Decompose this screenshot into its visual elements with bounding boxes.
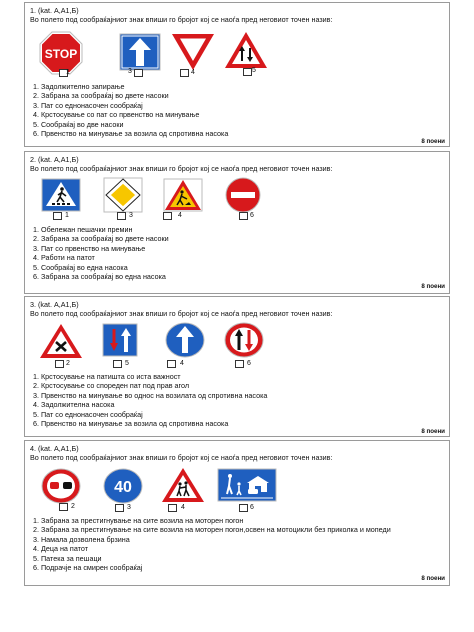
points-label: 8 поени — [421, 283, 445, 290]
sign-number: 6 — [250, 504, 254, 511]
answer-option: 5. Патека за пешаци — [33, 553, 102, 563]
sign-number: 4 — [181, 504, 185, 511]
answer-list — [32, 516, 391, 572]
points-label: 8 поени — [421, 575, 445, 582]
points-label: 8 поени — [421, 428, 445, 435]
speed-value: 40 — [114, 479, 132, 496]
sign-number: 5 — [125, 360, 129, 367]
answer-list — [32, 372, 267, 428]
answer-option: 3. Пат со првенство на минување — [33, 243, 146, 253]
give-way-oncoming-sign-icon — [224, 322, 264, 358]
priority-road-sign-icon — [103, 177, 143, 213]
answer-box-4[interactable] — [235, 360, 244, 368]
answer-option: 4. Крстосување со пат со првенство на минување — [33, 110, 200, 120]
answer-option: 2. Забрана за престигнување на сите возила на моторен погон,освен на мотоцикли без приколка и мопеди — [33, 525, 391, 535]
answer-box-1[interactable] — [59, 503, 68, 511]
sign-number: 1 — [65, 212, 69, 219]
pedestrian-crossing-sign-icon — [41, 178, 81, 212]
answer-option: 3. Намала дозволена брзина — [33, 534, 130, 544]
question-4 — [24, 440, 450, 586]
answer-option: 5. Сообраќај во две насоки — [33, 119, 124, 129]
question-instruction: Во полето под сообраќајниот знак впиши го бројот кој се наоѓа пред неговиот точен назив: — [30, 453, 333, 462]
answer-box-3[interactable] — [180, 69, 189, 77]
no-overtaking-sign-icon — [41, 468, 81, 504]
answer-option: 2. Забрана за сообраќај во двете насоки — [33, 234, 169, 244]
sign-number: 4 — [178, 212, 182, 219]
sign-number: 5 — [252, 67, 256, 74]
question-instruction: Во полето под сообраќајниот знак впиши го бројот кој се наоѓа пред неговиот точен назив: — [30, 164, 333, 173]
answer-box-3[interactable] — [163, 212, 172, 220]
sign-number: 3 — [128, 68, 132, 75]
answer-option: 6. Подрачје на смирен сообраќај — [33, 563, 143, 573]
answer-option: 6. Првенство на минување за возила од спротивна насока — [33, 129, 229, 139]
answer-option: 4. Деца на патот — [33, 544, 89, 554]
answer-option: 2. Крстосување со споредeн пат под прав агол — [33, 381, 190, 391]
answer-box-4[interactable] — [239, 212, 248, 220]
answer-option: 2. Забрана за сообраќај во двете насоки — [33, 91, 169, 101]
answer-option: 1. Крстосување на патишта со иста важност — [33, 372, 181, 381]
question-instruction: Во полето под сообраќајниот знак впиши го бројот кој се наоѓа пред неговиот точен назив: — [30, 15, 333, 24]
question-instruction: Во полето под сообраќајниот знак впиши го бројот кој се наоѓа пред неговиот точен назив: — [30, 309, 333, 318]
answer-box-1[interactable] — [53, 212, 62, 220]
answer-box-2[interactable] — [113, 360, 122, 368]
answer-box-3[interactable] — [168, 504, 177, 512]
question-header: 2. (kat. А,А1,Б) — [30, 155, 79, 164]
question-3 — [24, 296, 450, 437]
answer-box-3[interactable] — [167, 360, 176, 368]
points-label: 8 поени — [421, 138, 445, 145]
answer-list — [32, 82, 228, 138]
one-way-arrow-sign-icon — [119, 33, 161, 71]
answer-option: 1. Забрана за престигнување на сите возила на моторен погон — [33, 516, 244, 525]
answer-box-2[interactable] — [115, 504, 124, 512]
sign-number: 2 — [71, 503, 75, 510]
no-entry-sign-icon — [225, 177, 261, 213]
sign-number: 3 — [127, 504, 131, 511]
answer-option: 3. Пат со еднонасочен сообраќај — [33, 100, 143, 110]
question-header: 3. (kat. А,А1,Б) — [30, 300, 79, 309]
question-2 — [24, 151, 450, 294]
sign-number: 2 — [66, 360, 70, 367]
answer-option: 4. Работи на патот — [33, 253, 95, 263]
answer-option: 1. Задолжително запирање — [33, 82, 125, 91]
speed-limit-40-sign-icon — [103, 468, 143, 504]
answer-list — [32, 225, 169, 281]
sign-number: 6 — [250, 212, 254, 219]
answer-option: 4. Задолжителна насока — [33, 400, 115, 410]
sign-number: 4 — [191, 69, 195, 76]
answer-box-2[interactable] — [117, 212, 126, 220]
question-header: 1. (kat. А,А1,Б) — [30, 6, 79, 15]
yield-sign-icon — [171, 33, 215, 71]
living-street-sign-icon — [217, 468, 277, 502]
answer-box-4[interactable] — [243, 68, 252, 76]
mandatory-straight-sign-icon — [165, 322, 205, 358]
two-way-traffic-sign-icon — [224, 31, 268, 69]
answer-box-4[interactable] — [239, 504, 248, 512]
sign-number: 4 — [180, 360, 184, 367]
answer-option: 6. Првенство на минување за возила од спротивна насока — [33, 419, 229, 429]
stop-text: STOP — [44, 47, 78, 61]
crossroads-warning-sign-icon — [39, 323, 83, 359]
answer-option: 3. Првенство на минување во однос на возилата од спротивна насока — [33, 390, 268, 400]
question-header: 4. (kat. А,А1,Б) — [30, 444, 79, 453]
answer-box-2[interactable] — [134, 69, 143, 77]
answer-option: 1. Обележан пешачки премин — [33, 225, 133, 234]
answer-option: 6. Забрана за сообраќај во една насока — [33, 272, 166, 282]
answer-option: 5. Сообраќај во една насока — [33, 262, 128, 272]
sign-number: 1 — [66, 69, 70, 76]
sign-number: 3 — [129, 212, 133, 219]
children-warning-sign-icon — [161, 467, 205, 503]
sign-number: 6 — [247, 360, 251, 367]
priority-over-oncoming-sign-icon — [102, 323, 138, 357]
question-1 — [24, 2, 450, 147]
answer-box-1[interactable] — [55, 360, 64, 368]
answer-option: 5. Пат со еднонасочен сообраќај — [33, 409, 143, 419]
road-works-sign-icon — [163, 178, 203, 212]
